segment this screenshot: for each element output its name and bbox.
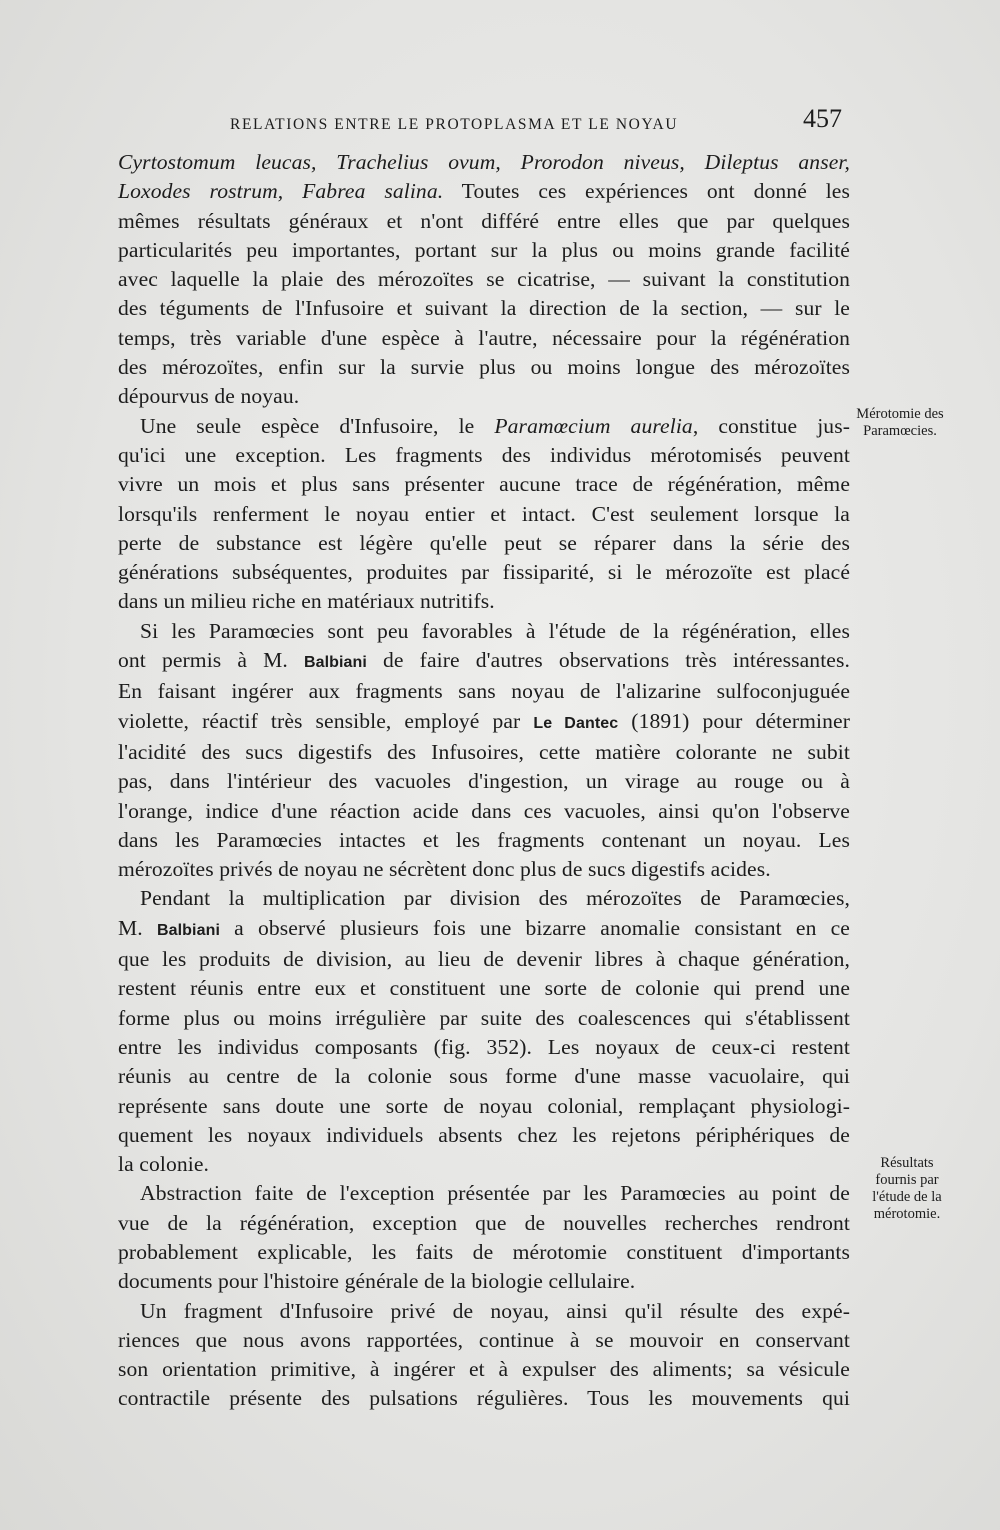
text-line: l'orange, indice d'une réaction acide dans ces vacuoles, ainsi qu'on l'observe (118, 798, 850, 823)
text-line: temps, très variable d'une espèce à l'autre, nécessaire pour la régénération (118, 325, 850, 350)
text-line: particularités peu importantes, portant sur la plus ou moins grande facilité (118, 237, 850, 262)
text-line: Pendant la multiplication par division des mérozoïtes de Paramœcies, (140, 886, 850, 911)
text-line: des téguments de l'Infusoire et suivant la direction de la section, — sur le (118, 296, 850, 321)
margin-note-resultats: Résultats fournis par l'étude de la mérotomie. (872, 1155, 942, 1222)
text-line: violette, réactif très sensible, employé par Le Dantec (1891) pour déterminer (118, 708, 850, 733)
text-line: Si les Paramœcies sont peu favorables à l'étude de la régénération, elles (140, 618, 850, 643)
text-line: perte de substance est légère qu'elle peut se réparer dans la série des (118, 530, 850, 555)
author-name: Balbiani (156, 921, 220, 939)
page-number: 457 (803, 104, 842, 133)
text-line: probablement explicable, les faits de mérotomie constituent d'importants (118, 1239, 850, 1264)
text-line: son orientation primitive, à ingérer et à expulser des aliments; sa vésicule (118, 1357, 850, 1382)
text-line: vivre un mois et plus sans présenter aucune trace de régénération, même (118, 472, 850, 497)
text-line: forme plus ou moins irrégulière par suite des coalescences qui s'établissent (118, 1005, 850, 1030)
text-line: vue de la régénération, exception que de nouvelles recherches rendront (118, 1210, 850, 1235)
text-line: Loxodes rostrum, Fabrea salina. Toutes ces expériences ont donné les (118, 179, 850, 204)
text-line: réunis au centre de la colonie sous forme d'une masse vacuolaire, qui (118, 1064, 850, 1089)
text-line: Abstraction faite de l'exception présentée par les Paramœcies au point de (140, 1181, 850, 1206)
text-line: quement les noyaux individuels absents chez les rejetons périphériques de (118, 1122, 850, 1147)
text-line: la colonie. (118, 1152, 210, 1177)
author-name: Le Dantec (533, 714, 619, 732)
text-line: entre les individus composants (fig. 352). Les noyaux de ceux-ci restent (118, 1034, 850, 1059)
text-line: Un fragment d'Infusoire privé de noyau, ainsi qu'il résulte des expé- (140, 1298, 850, 1323)
text-line: que les produits de division, au lieu de devenir libres à chaque génération, (118, 947, 850, 972)
paragraph-3 (118, 617, 850, 885)
margin-note-merotomie-paramoecies: Mérotomie des Paramœcies. (856, 406, 944, 439)
page-header (230, 104, 850, 144)
body-text (118, 148, 850, 1414)
author-name: Balbiani (303, 654, 367, 672)
text-line: avec laquelle la plaie des mérozoïtes se cicatrise, — suivant la constitution (118, 267, 850, 292)
running-title: RELATIONS ENTRE LE PROTOPLASMA ET LE NOYAU (230, 116, 679, 133)
text-line: représente sans doute une sorte de noyau colonial, remplaçant physiologi- (118, 1093, 850, 1118)
text-line: qu'ici une exception. Les fragments des individus mérotomisés peuvent (118, 442, 850, 467)
text-line: dans un milieu riche en matériaux nutritifs. (118, 589, 495, 614)
text-line: mêmes résultats généraux et n'ont différé entre elles que par quelques (118, 208, 850, 233)
text-line: pas, dans l'intérieur des vacuoles d'ingestion, un virage au rouge ou à (118, 769, 850, 794)
text-line: restent réunis entre eux et constituent une sorte de colonie qui prend une (118, 976, 850, 1001)
paragraph-6 (118, 1297, 850, 1414)
paragraph-4 (118, 884, 850, 1179)
text-line: dans les Paramœcies intactes et les fragments contenant un noyau. Les (118, 827, 850, 852)
text-line: Une seule espèce d'Infusoire, le Paramœcium aurelia, constitue jus- (140, 413, 851, 438)
text-line: lorsqu'ils renferment le noyau entier et intact. C'est seulement lorsque la (118, 501, 850, 526)
text-line: documents pour l'histoire générale de la biologie cellulaire. (118, 1269, 636, 1294)
paragraph-5 (118, 1179, 850, 1296)
text-line: l'acidité des sucs digestifs des Infusoires, cette matière colorante ne subit (118, 739, 850, 764)
paragraph-1 (118, 148, 850, 412)
text-line: dépourvus de noyau. (118, 384, 300, 409)
text-line: contractile présente des pulsations régulières. Tous les mouvements qui (118, 1386, 850, 1411)
text-line: Cyrtostomum leucas, Trachelius ovum, Prorodon niveus, Dileptus anser, (118, 150, 850, 174)
text-line: riences que nous avons rapportées, continue à se mouvoir en conservant (118, 1327, 850, 1352)
text-line: M. Balbiani a observé plusieurs fois une bizarre anomalie consistant en ce (118, 915, 850, 940)
text-line: des mérozoïtes, enfin sur la survie plus ou moins longue des mérozoïtes (118, 355, 850, 380)
text-line: ont permis à M. Balbiani de faire d'autres observations très intéressantes. (118, 648, 850, 673)
text-line: générations subséquentes, produites par fissiparité, si le mérozoïte est placé (118, 560, 850, 585)
text-line: mérozoïtes privés de noyau ne sécrètent donc plus de sucs digestifs acides. (118, 857, 771, 882)
text-line: En faisant ingérer aux fragments sans noyau de l'alizarine sulfoconjuguée (118, 679, 850, 704)
paragraph-2 (118, 412, 850, 617)
